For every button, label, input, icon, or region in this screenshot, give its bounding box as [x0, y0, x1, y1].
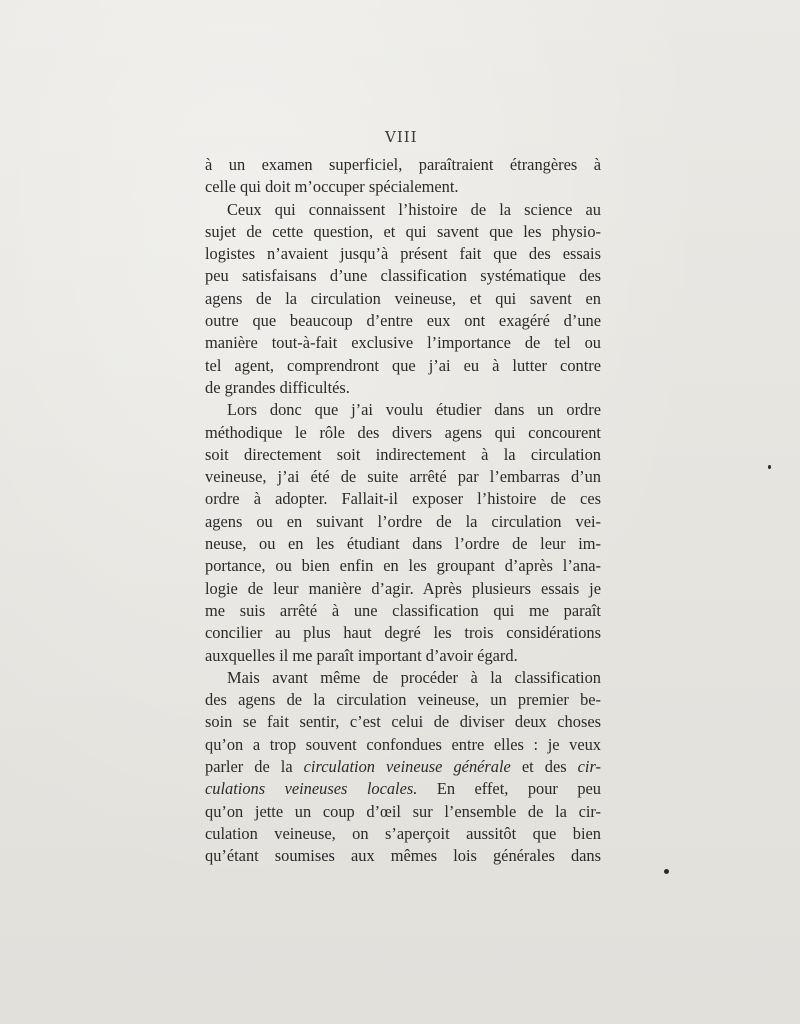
text-line: des agens de la circulation veineuse, un premier be-	[205, 690, 601, 710]
text-line: celle qui doit m’occuper spécialement.	[205, 177, 459, 197]
ink-spot	[664, 869, 669, 874]
text-line: neuse, ou en les étudiant dans l’ordre de leur im-	[205, 534, 601, 554]
page-number: VIII	[385, 128, 418, 146]
text-line: méthodique le rôle des divers agens qui concourent	[205, 422, 601, 442]
text-line: manière tout-à-fait exclusive l’importance de tel ou	[205, 333, 601, 353]
italic-text: cir-	[577, 757, 601, 777]
text-line: ordre à adopter. Fallait-il exposer l’histoire de ces	[205, 489, 601, 509]
text-line: Ceux qui connaissent l’histoire de la science au	[227, 199, 601, 219]
text-line: soit directement soit indirectement à la circulation	[205, 444, 601, 464]
text-line: Lors donc que j’ai voulu étudier dans un ordre	[227, 400, 601, 420]
text-line: qu’on jette un coup d’œil sur l’ensemble de la cir-	[205, 801, 601, 821]
text-line: veineuse, j’ai été de suite arrêté par l’embarras d’un	[205, 467, 601, 487]
text-line: culations veineuses locales. En effet, pour peu	[205, 779, 601, 799]
text-line: logie de leur manière d’agir. Après plusieurs essais je	[205, 578, 601, 598]
text-line: Mais avant même de procéder à la classification	[227, 667, 601, 687]
text-line: agens ou en suivant l’ordre de la circulation vei-	[205, 511, 601, 531]
text-line: culation veineuse, on s’aperçoit aussitôt que bien	[205, 823, 601, 843]
body-text	[205, 154, 601, 868]
text-line: logistes n’avaient jusqu’à présent fait que des essais	[205, 244, 601, 264]
text-line: me suis arrêté à une classification qui me paraît	[205, 600, 601, 620]
text-line: qu’étant soumises aux mêmes lois générales dans	[205, 846, 601, 866]
text-line: qu’on a trop souvent confondues entre elles : je veux	[205, 734, 601, 754]
ink-spot	[768, 465, 771, 469]
text-line: agens de la circulation veineuse, et qui savent en	[205, 288, 601, 308]
text-line: sujet de cette question, et qui savent que les physio-	[205, 221, 601, 241]
text-line: outre que beaucoup d’entre eux ont exagéré d’une	[205, 311, 601, 331]
text-line: parler de la circulation veineuse générale et des cir-	[205, 757, 601, 777]
italic-text: culations veineuses locales.	[205, 779, 418, 799]
text-line: peu satisfaisans d’une classification systématique des	[205, 266, 601, 286]
text-line: portance, ou bien enfin en les groupant d’après l’ana-	[205, 556, 601, 576]
text-line: de grandes difficultés.	[205, 377, 350, 397]
text-line: concilier au plus haut degré les trois considérations	[205, 623, 601, 643]
text-line: auxquelles il me paraît important d’avoir égard.	[205, 645, 518, 665]
text-line: tel agent, comprendront que j’ai eu à lutter contre	[205, 355, 601, 375]
italic-text: circulation veineuse générale	[303, 757, 511, 777]
text-line: à un examen superficiel, paraîtraient étrangères à	[205, 155, 601, 174]
text-line: soin se fait sentir, c’est celui de diviser deux choses	[205, 712, 601, 732]
